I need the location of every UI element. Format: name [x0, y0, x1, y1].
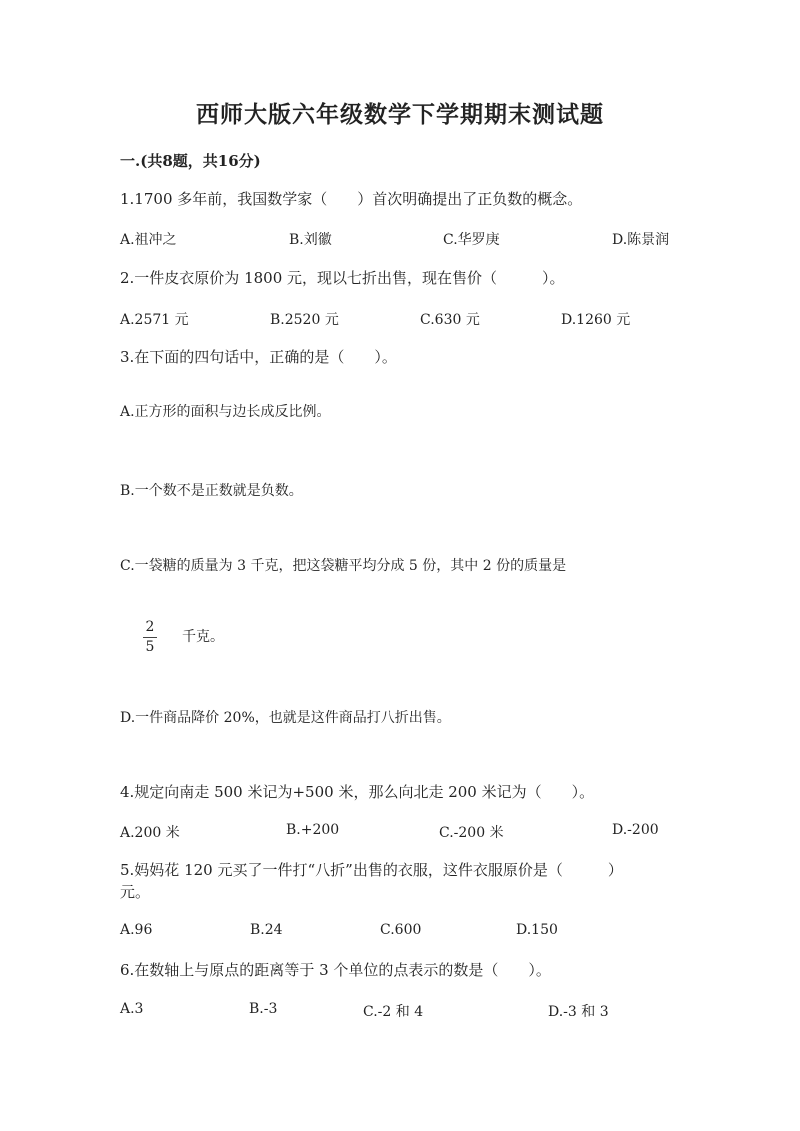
question-6-option-b[interactable]: B.-3 [249, 1001, 278, 1017]
question-3-option-c-continuation: 千克。 [182, 629, 224, 645]
question-1-stem: 1.1700 多年前，我国数学家（ ）首次明确提出了正负数的概念。 [120, 190, 583, 208]
question-3-stem: 3.在下面的四句话中，正确的是（ ）。 [120, 348, 397, 366]
question-3-option-b[interactable]: B.一个数不是正数就是负数。 [120, 483, 303, 499]
question-4-option-b[interactable]: B.+200 [286, 822, 340, 838]
question-6-option-c[interactable]: C.-2 和 4 [363, 1004, 424, 1020]
fraction-bar [143, 637, 157, 638]
question-1-option-b[interactable]: B.刘徽 [289, 232, 332, 248]
question-4-stem: 4.规定向南走 500 米记为+500 米，那么向北走 200 米记为（ ）。 [120, 783, 595, 801]
question-3-option-d[interactable]: D.一件商品降价 20%，也就是这件商品打八折出售。 [120, 710, 451, 726]
question-1-option-c[interactable]: C.华罗庚 [443, 232, 500, 248]
question-5-option-a[interactable]: A.96 [120, 922, 153, 938]
question-2-stem: 2.一件皮衣原价为 1800 元，现以七折出售，现在售价（ ）。 [120, 269, 565, 287]
fraction-two-fifths [143, 620, 157, 655]
question-4-option-c[interactable]: C.-200 米 [439, 825, 504, 841]
fraction-denominator: 5 [145, 639, 155, 655]
question-3-option-c[interactable]: C.一袋糖的质量为 3 千克，把这袋糖平均分成 5 份，其中 2 份的质量是 [120, 558, 567, 574]
question-4-option-d[interactable]: D.-200 [612, 822, 659, 838]
question-5-stem-line-1: 5.妈妈花 120 元买了一件打“八折”出售的衣服，这件衣服原价是（ ） [120, 861, 623, 879]
question-6-option-d[interactable]: D.-3 和 3 [548, 1004, 609, 1020]
question-5-option-c[interactable]: C.600 [380, 922, 422, 938]
question-2-option-c[interactable]: C.630 元 [420, 312, 480, 328]
question-1-option-a[interactable]: A.祖冲之 [120, 232, 177, 248]
fraction-numerator: 2 [145, 619, 155, 635]
page-title: 西师大版六年级数学下学期期末测试题 [196, 101, 604, 128]
question-5-stem-line-2: 元。 [120, 883, 151, 901]
question-2-option-b[interactable]: B.2520 元 [270, 312, 339, 328]
question-1-option-d[interactable]: D.陈景润 [612, 232, 670, 248]
question-3-option-a[interactable]: A.正方形的面积与边长成反比例。 [120, 404, 331, 420]
question-6-option-a[interactable]: A.3 [120, 1001, 144, 1017]
question-5-option-d[interactable]: D.150 [516, 922, 558, 938]
question-5-option-b[interactable]: B.24 [250, 922, 283, 938]
question-4-option-a[interactable]: A.200 米 [120, 825, 180, 841]
section-heading: 一.(共8题，共16分) [120, 152, 261, 170]
question-2-option-a[interactable]: A.2571 元 [120, 312, 189, 328]
question-2-option-d[interactable]: D.1260 元 [561, 312, 631, 328]
question-6-stem: 6.在数轴上与原点的距离等于 3 个单位的点表示的数是（ ）。 [120, 961, 551, 979]
